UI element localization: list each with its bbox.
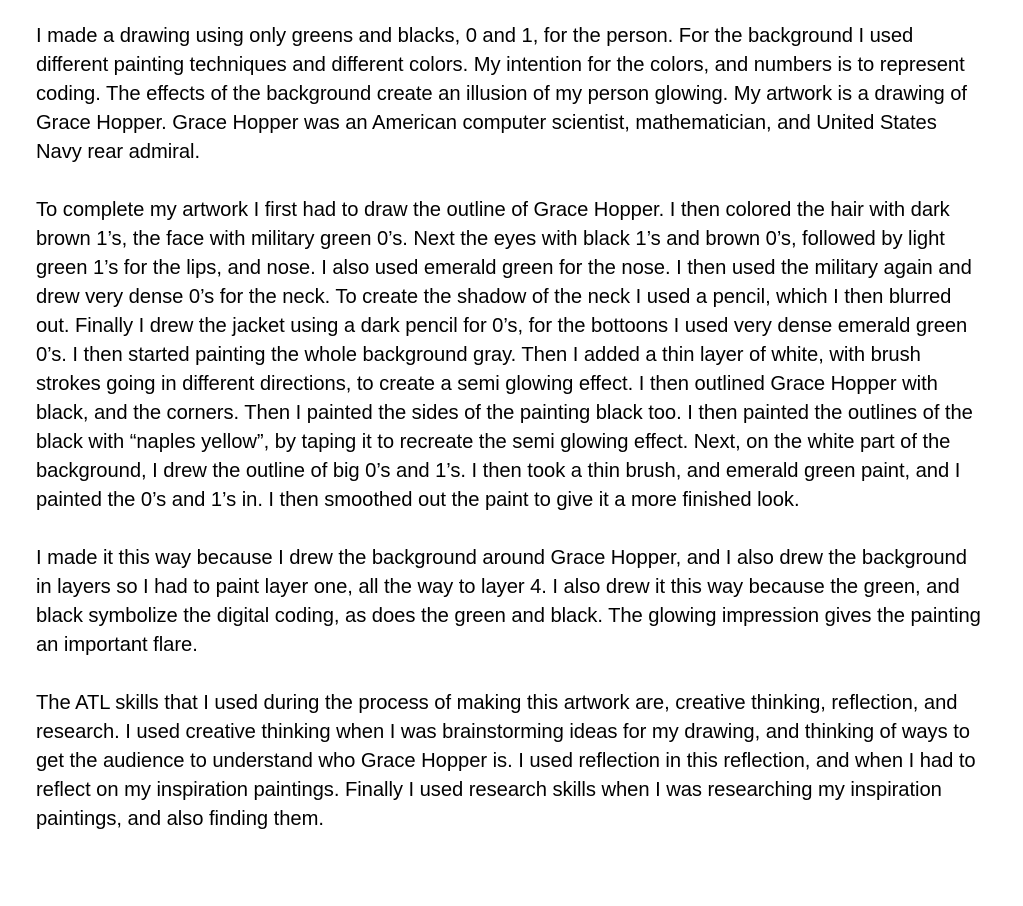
paragraph-process: To complete my artwork I first had to draw the outline of Grace Hopper. I then colored the hair with dark brown 1’s, the face with military green 0’s. Next the eyes with black 1’s and brown 0’s, followed by light green 1’s for the lips, and nose. I also used emerald green for the nose. I then used the military again and drew very dense 0’s for the neck. To create the shadow of the neck I used a pencil, which I then blurred out. Finally I drew the jacket using a dark pencil for 0’s, for the bottoons I used very dense emerald green 0’s. I then started painting the whole background gray. Then I added a thin layer of white, with brush strokes going in different directions, to create a semi glowing effect. I then outlined Grace Hopper with black, and the corners. Then I painted the sides of the painting black too. I then painted the outlines of the black with “naples yellow”, by taping it to recreate the semi glowing effect. Next, on the white part of the background, I drew the outline of big 0’s and 1’s. I then took a thin brush, and emerald green paint, and I painted the 0’s and 1’s in. I then smoothed out the paint to give it a more finished look.: [36, 199, 973, 511]
document-body: [36, 22, 981, 834]
paragraph-atl-skills: The ATL skills that I used during the process of making this artwork are, creative thinking, reflection, and research. I used creative thinking when I was brainstorming ideas for my drawing, and thinking of ways to get the audience to understand who Grace Hopper is. I used reflection in this reflection, and when I had to reflect on my inspiration paintings. Finally I used research skills when I was researching my inspiration paintings, and also finding them.: [36, 692, 976, 830]
paragraph-reasoning: I made it this way because I drew the background around Grace Hopper, and I also drew the background in layers so I had to paint layer one, all the way to layer 4. I also drew it this way because the green, and black symbolize the digital coding, as does the green and black. The glowing impression gives the painting an important flare.: [36, 547, 981, 656]
paragraph-intro: I made a drawing using only greens and blacks, 0 and 1, for the person. For the background I used different painting techniques and different colors. My intention for the colors, and numbers is to represent coding. The effects of the background create an illusion of my person glowing. My artwork is a drawing of Grace Hopper. Grace Hopper was an American computer scientist, mathematician, and United States Navy rear admiral.: [36, 25, 967, 163]
